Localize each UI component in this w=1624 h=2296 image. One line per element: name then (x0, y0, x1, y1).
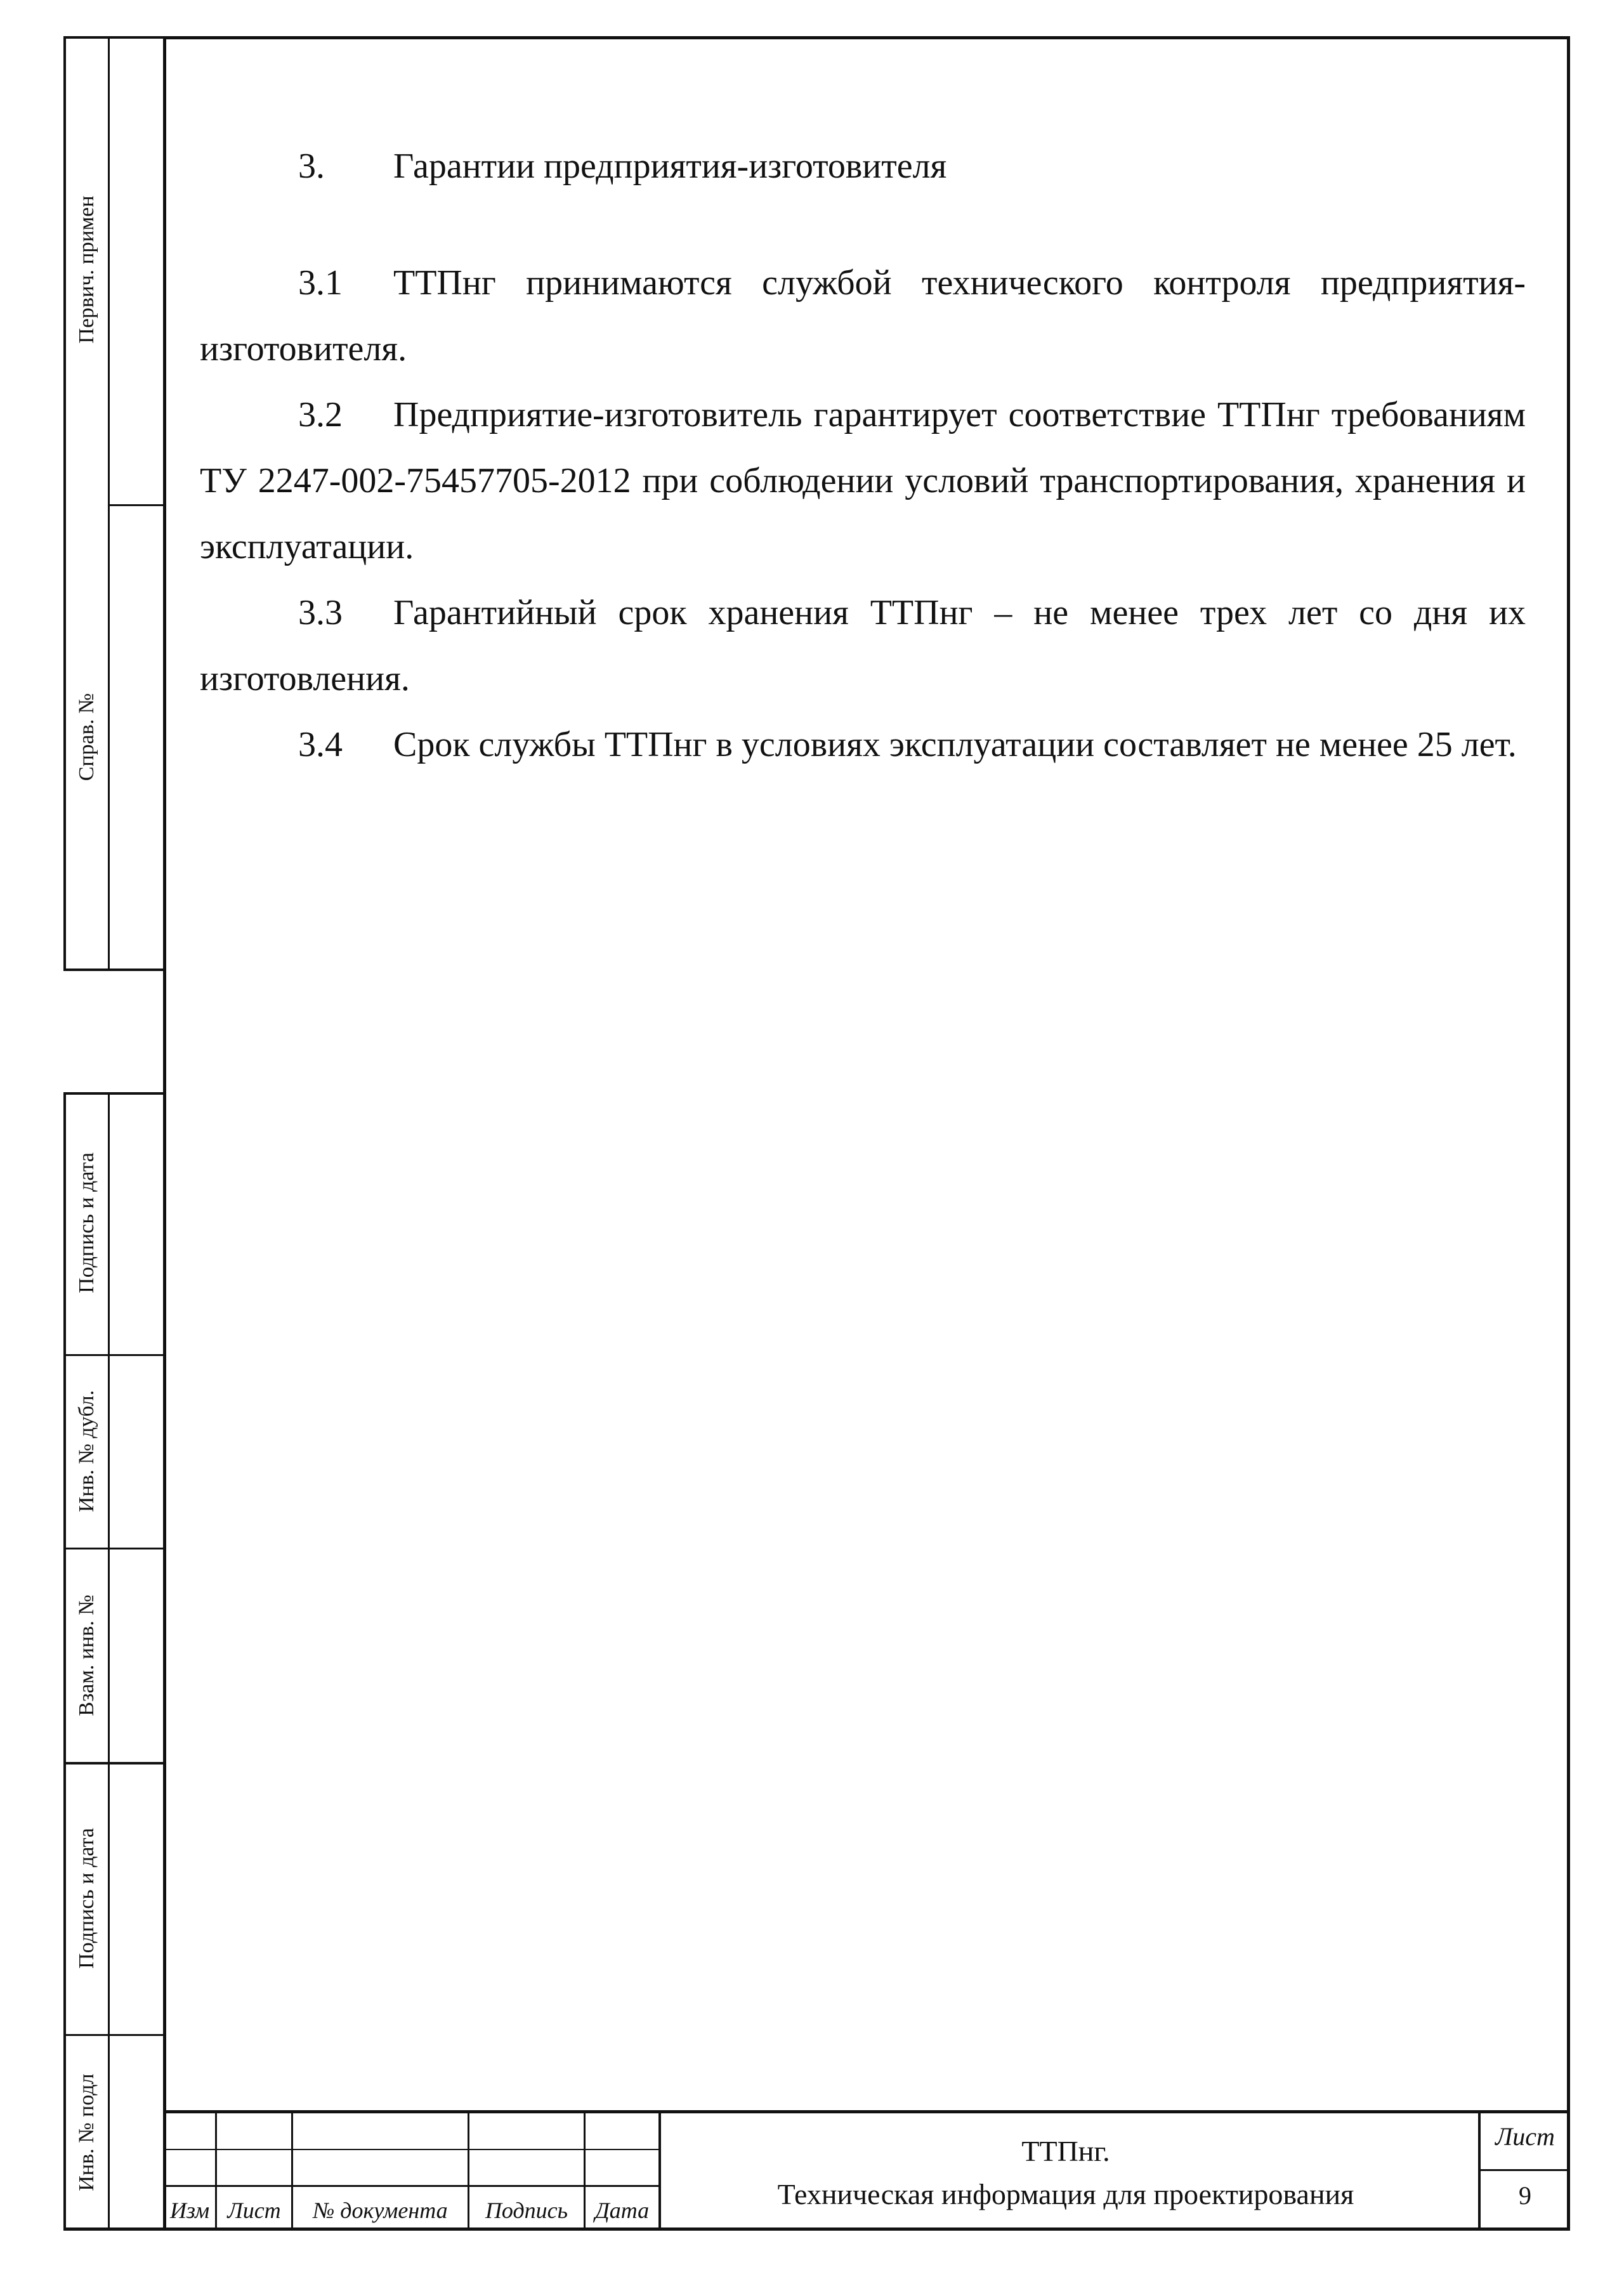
stamp-col-data: Дата (594, 2198, 650, 2223)
frame-right (1567, 36, 1570, 2229)
stamp-col-5 (658, 2110, 661, 2231)
side-upper-div (108, 504, 165, 506)
side-label-podpis-data-2: Подпись и дата (75, 1828, 98, 1969)
paragraph-3-4: 3.4 Срок службы ТТПнг в условиях эксплуатации составляет не менее 25 лет. (298, 725, 1517, 764)
side-label-perv-primen: Первич. примен (75, 195, 98, 344)
side-label-sprav: Справ. № (75, 693, 98, 781)
side-upper-bottom (63, 969, 165, 971)
document-body (200, 133, 1526, 778)
side-upper-mid (108, 36, 110, 970)
section-number: 3. (298, 147, 325, 186)
stamp-title-line-2: Техническая информация для проектирования (777, 2178, 1354, 2210)
stamp-title-line-1: ТТПнг. (1021, 2135, 1110, 2167)
side-lower-div-4 (63, 2034, 165, 2036)
stamp-col-izm: Изм (169, 2198, 210, 2223)
stamp-col-podpis: Подпись (485, 2198, 568, 2223)
stamp-col-list: Лист (227, 2198, 281, 2223)
side-label-vzam-inv: Взам. инв. № (75, 1595, 98, 1716)
side-lower-left (63, 1092, 66, 2231)
stamp-sheet-number: 9 (1519, 2181, 1531, 2210)
side-lower-div-2 (63, 1548, 165, 1549)
stamp-top (163, 2110, 1569, 2113)
stamp-col-doc: № документа (313, 2198, 448, 2223)
side-label-podpis-data-1: Подпись и дата (75, 1152, 98, 1293)
side-lower-div-3 (63, 1762, 165, 1764)
side-lower-div-1 (63, 1354, 165, 1356)
side-lower-top (63, 1092, 165, 1095)
side-label-inv-podl: Инв. № подл (75, 2073, 98, 2191)
stamp-sheet-label: Лист (1495, 2122, 1555, 2151)
side-label-inv-dubl: Инв. № дубл. (75, 1390, 98, 1513)
paragraph-3-3: 3.3 Гарантийный срок хранения ТТПнг – не менее трех лет со дня их изготовления. (200, 593, 1526, 698)
side-upper-left (63, 36, 66, 970)
paragraph-3-2: 3.2 Предприятие-изготовитель гарантирует соответствие ТТПнг требованиям ТУ 2247-002-75457705-2012 при соблюдении условий транспортирования, хранения и эксплуатации. (200, 395, 1526, 566)
section-title: Гарантии предприятия-изготовителя (393, 147, 947, 186)
frame-top (163, 36, 1569, 39)
section-heading (200, 133, 1526, 199)
frame-left (163, 36, 166, 2231)
side-lower-mid (108, 1092, 110, 2231)
side-upper-top (63, 36, 165, 39)
paragraph-3-1: 3.1 ТТПнг принимаются службой технического контроля предприятия-изготовителя. (200, 263, 1526, 369)
stamp-sheet-div (1478, 2169, 1569, 2171)
frame-bottom (63, 2228, 1570, 2231)
